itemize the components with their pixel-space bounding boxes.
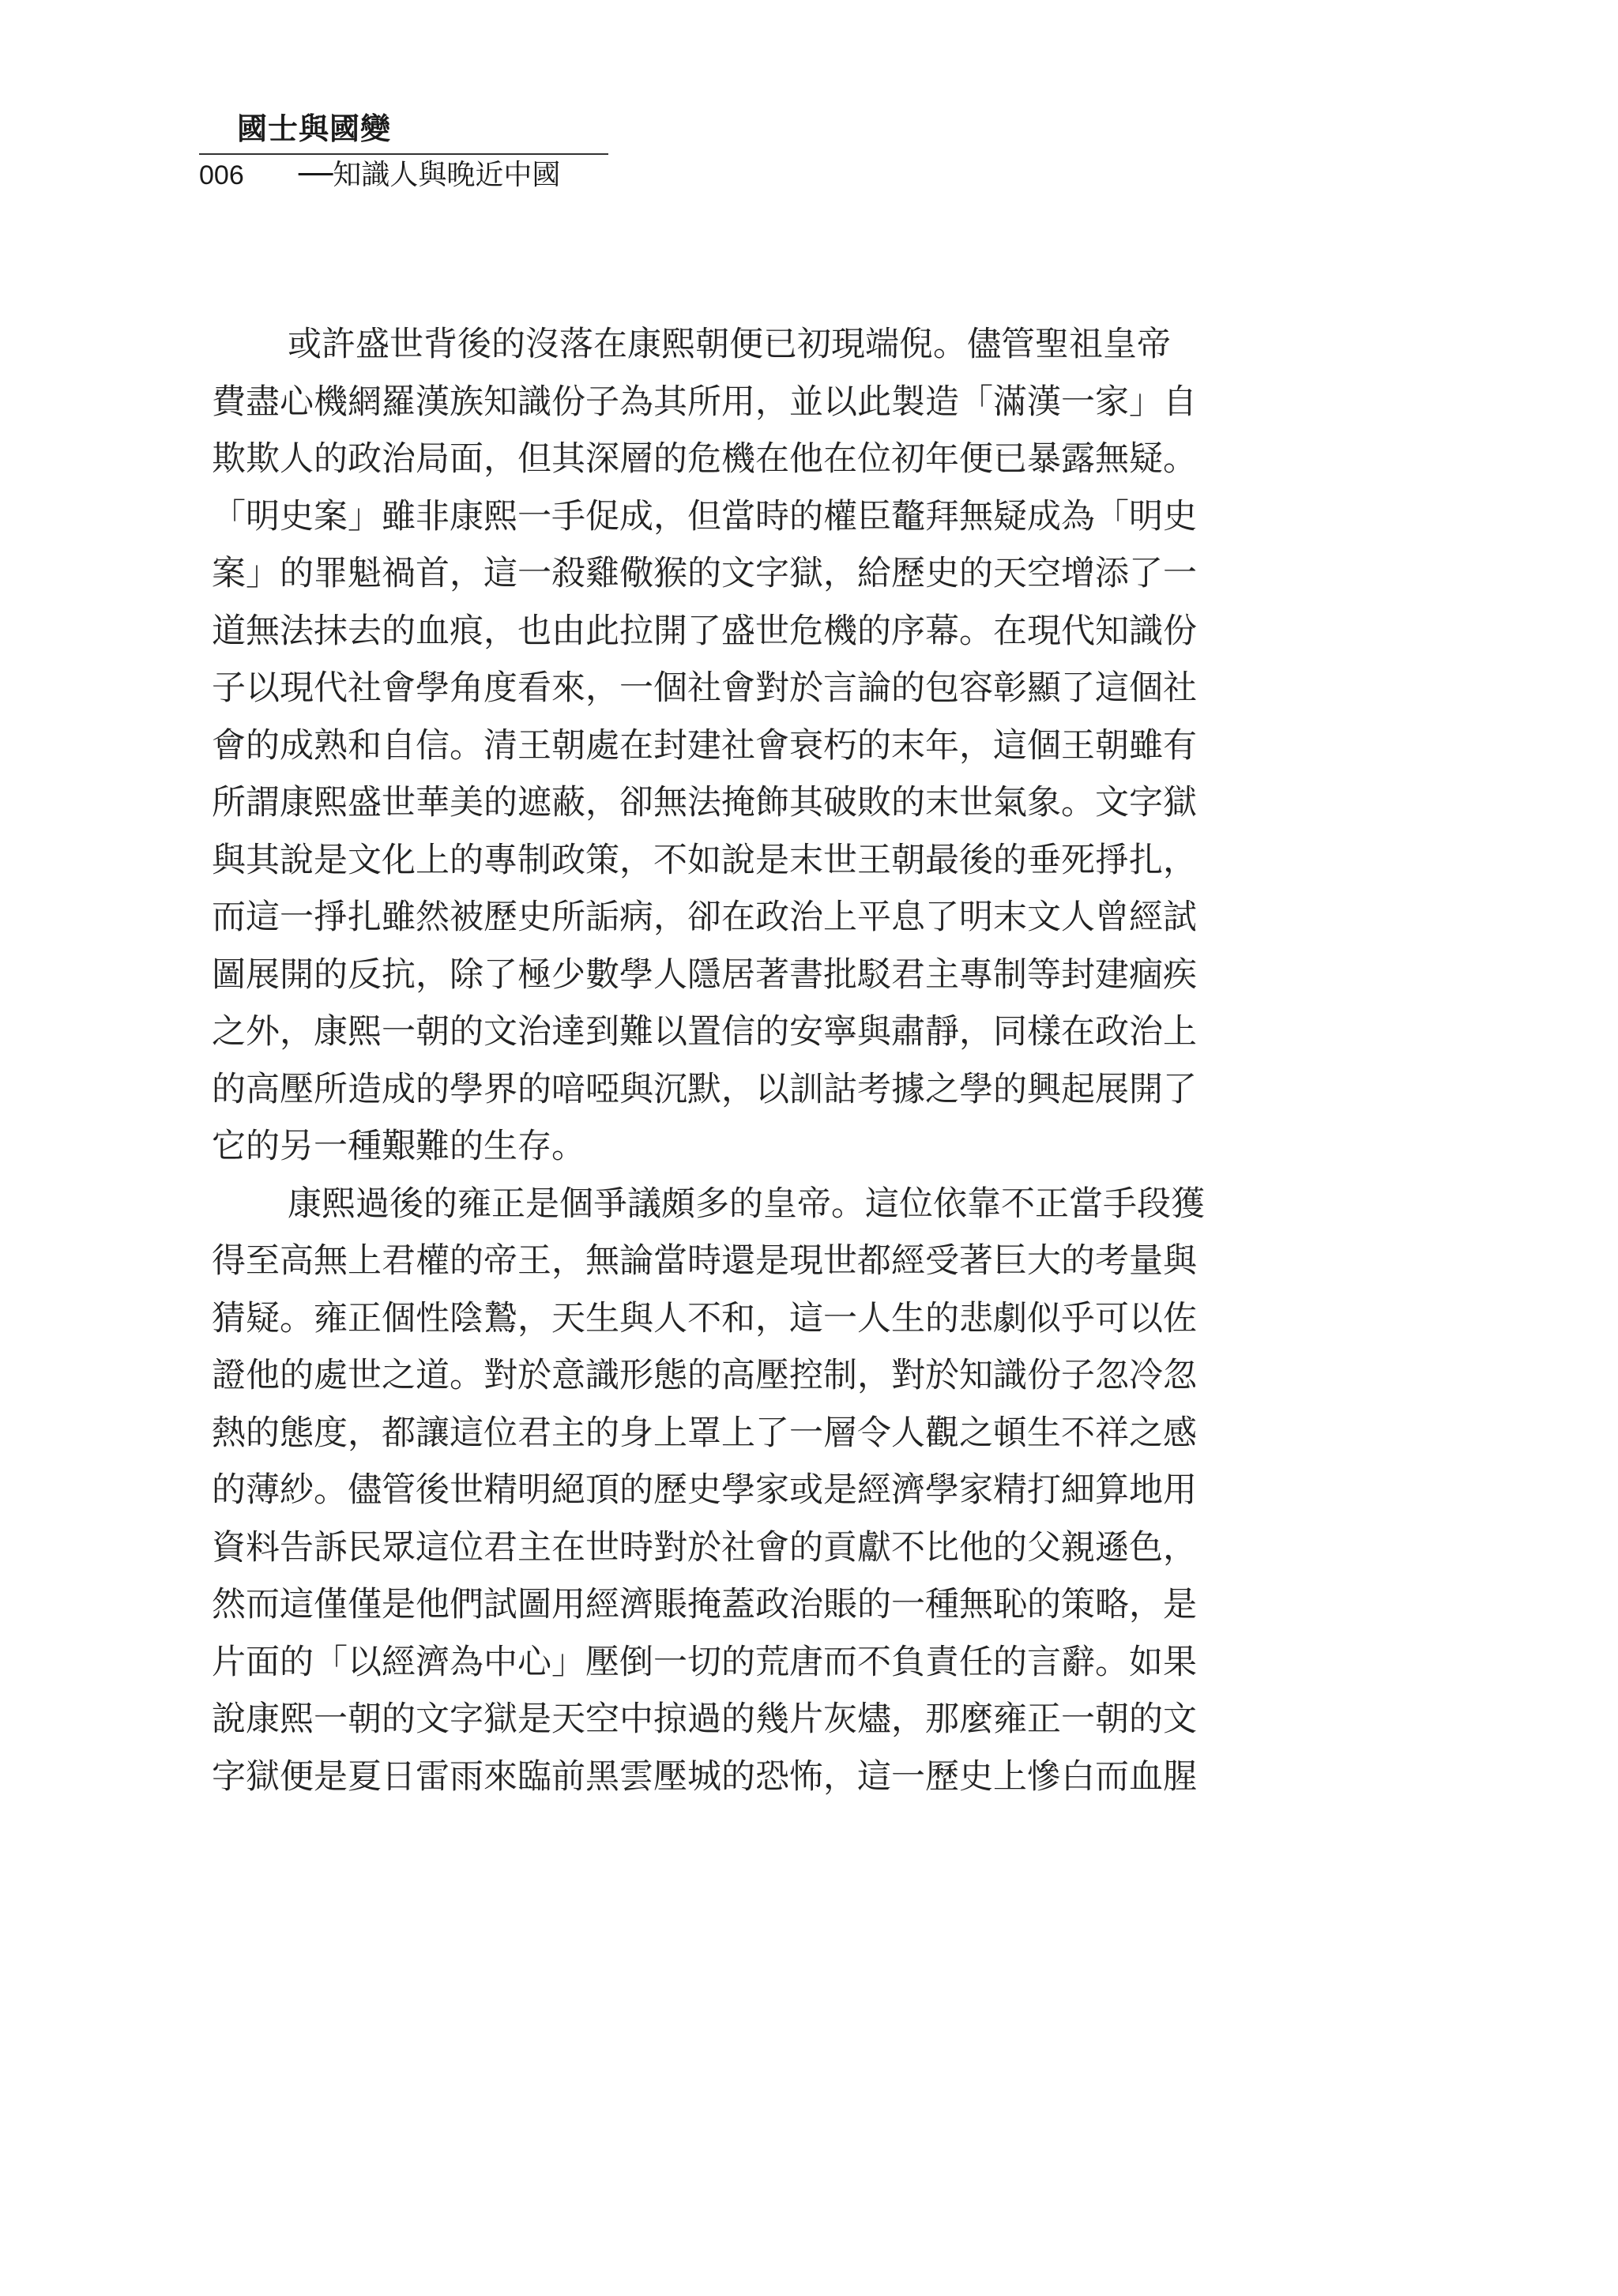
book-subtitle: ──知識人與晚近中國 [299,159,561,191]
running-header [199,111,610,198]
body-text [212,316,1353,1805]
paragraph: 康熙過後的雍正是個爭議頗多的皇帝。這位依靠不正當手段獲 得至高無上君權的帝王，無論當時還是現世都經受著巨大的考量與 猜疑。雍正個性陰鷙，天生與人不和，這一人生的悲劇似乎可以佐 證他的處世之道。對於意識形態的高壓控制，對於知識份子忽冷忽 熱的態度，都讓這位君主的身上罩上了一層令人觀之頓生不祥之感 的薄紗。儘管後世精明絕頂的歷史學家或是經濟學家精打細算地用 資料告訴民眾這位君主在世時對於社會的貢獻不比他的父親遜色， 然而這僅僅是他們試圖用經濟賬掩蓋政治賬的一種無恥的策略，是 片面的「以經濟為中心」壓倒一切的荒唐而不負責任的言辭。如果 說康熙一朝的文字獄是天空中掠過的幾片灰燼，那麼雍正一朝的文 字獄便是夏日雷雨來臨前黑雲壓城的恐怖，這一歷史上慘白而血腥 [212,1184,1205,1797]
book-title: 國士與國變 [237,111,392,146]
header-rule [199,153,608,155]
paragraph: 或許盛世背後的沒落在康熙朝便已初現端倪。儘管聖祖皇帝 費盡心機網羅漢族知識份子為其所用，並以此製造「滿漢一家」自 欺欺人的政治局面，但其深層的危機在他在位初年便已暴露無疑。 「明史案」雖非康熙一手促成，但當時的權臣鼇拜無疑成為「明史 案」的罪魁禍首，這一殺雞儆猴的文字獄，給歷史的天空增添了一 道無法抹去的血痕，也由此拉開了盛世危機的序幕。在現代知識份 子以現代社會學角度看來，一個社會對於言論的包容彰顯了這個社 會的成熟和自信。清王朝處在封建社會衰朽的末年，這個王朝雖有 所謂康熙盛世華美的遮蔽，卻無法掩飾其破敗的末世氣象。文字獄 與其說是文化上的專制政策，不如說是末世王朝最後的垂死掙扎， 而這一掙扎雖然被歷史所詬病，卻在政治上平息了明末文人曾經試 圖展開的反抗，除了極少數學人隱居著書批駁君主專制等封建痼疾 之外，康熙一朝的文治達到難以置信的安寧與肅靜，同樣在政治上 的高壓所造成的學界的喑啞與沉默，以訓詁考據之學的興起展開了 它的另一種艱難的生存。 [212,325,1197,1166]
page-number: 006 [199,160,244,190]
